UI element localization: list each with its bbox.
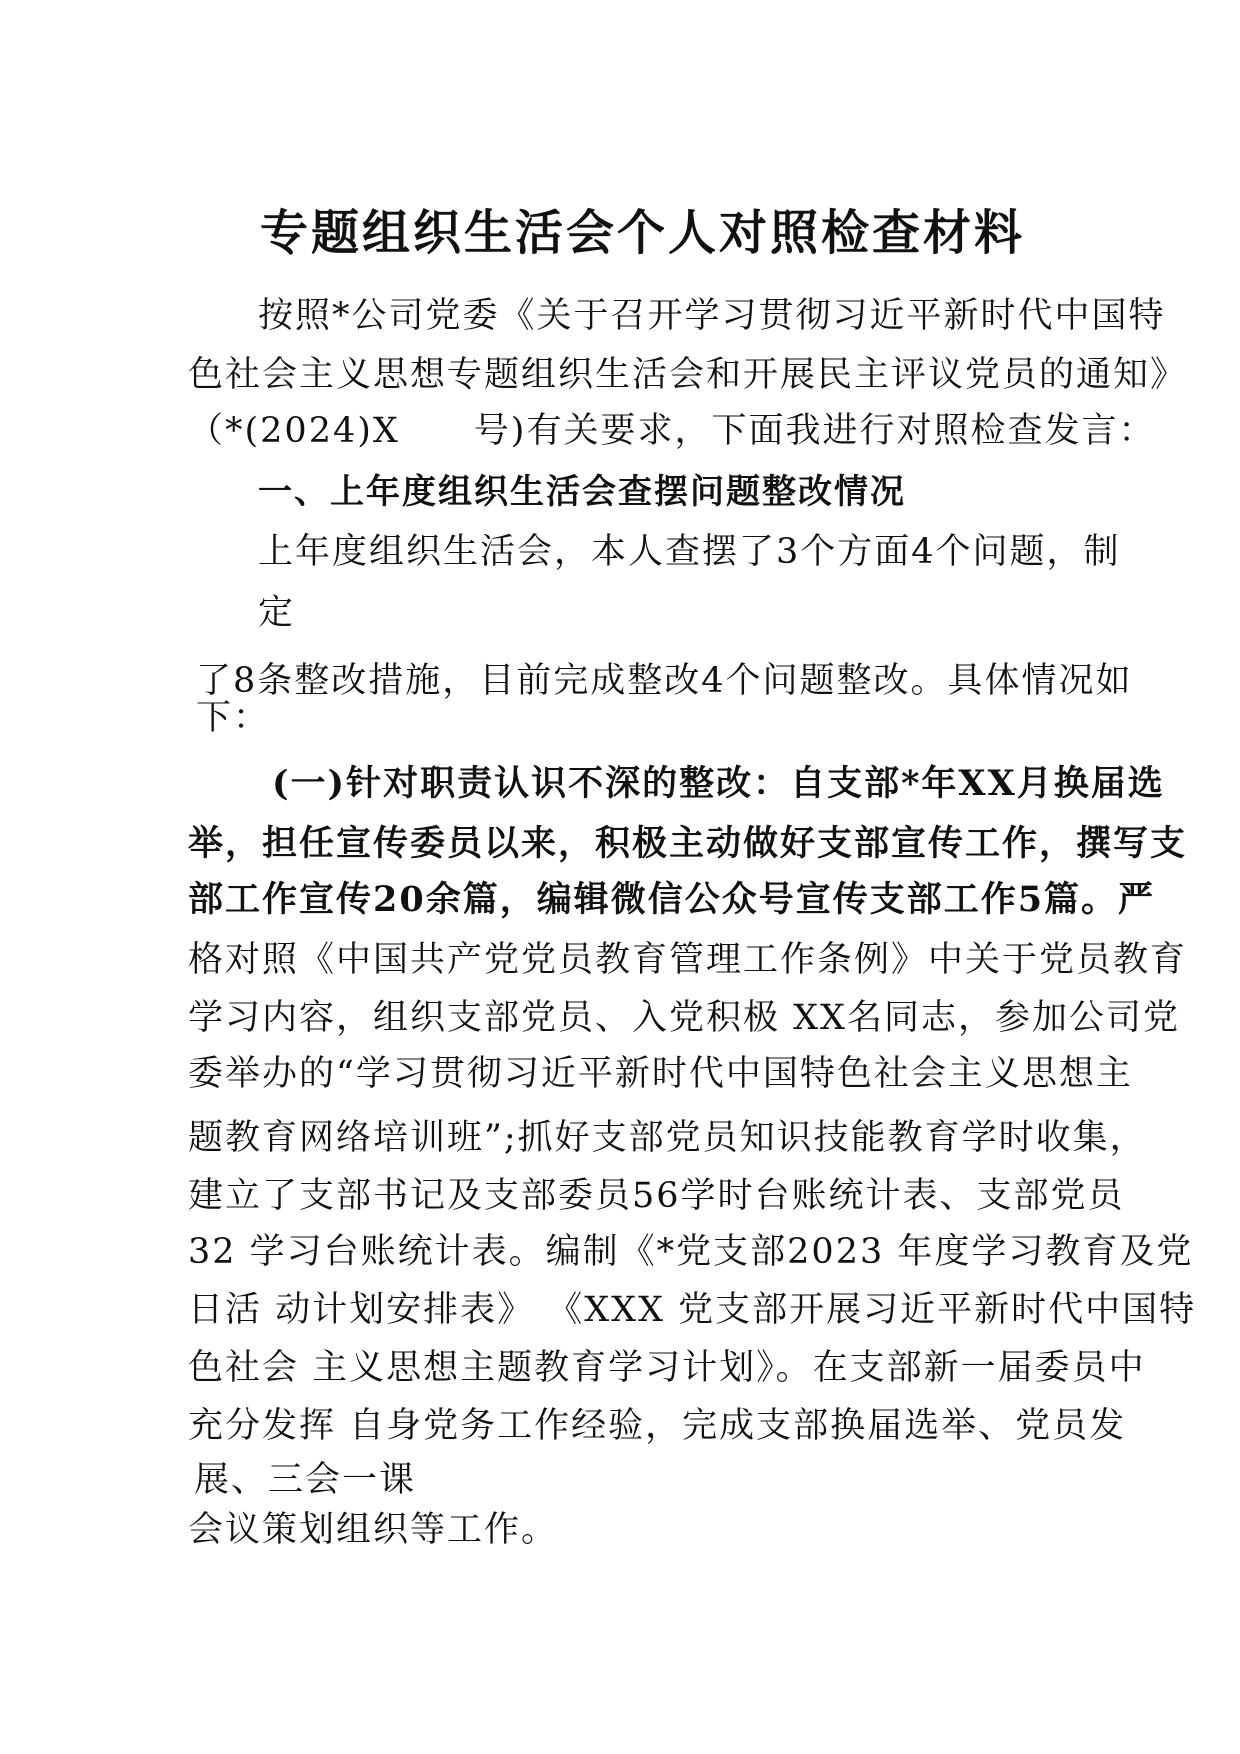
section-line: 上年度组织生活会，本人查摆了3个方面4个问题，制 (258, 532, 1121, 572)
intro-line: （*(2024)X 号)有关要求，下面我进行对照检查发言： (188, 411, 1156, 451)
section-line: 了8条整改措施，目前完成整改4个问题整改。具体情况如 (196, 661, 1133, 701)
item-body-line: 展、三会一课 (194, 1460, 417, 1500)
item-body-line: 委举办的“学习贯彻习近平新时代中国特色社会主义思想主 (188, 1054, 1133, 1094)
item-body-line: 充分发挥 自身党务工作经验，完成支部换届选举、党员发 (188, 1406, 1127, 1446)
item-body-line: 题教育网络培训班”;抓好支部党员知识技能教育学时收集， (188, 1118, 1147, 1158)
item-heading-line: (一)针对职责认识不深的整改：自支部*年XX月换届选 (272, 763, 1165, 804)
item-body-line: 建立了支部书记及支部委员56学时台账统计表、支部党员 (188, 1176, 1125, 1216)
intro-line: 色社会主义思想专题组织生活会和开展民主评议党员的通知》 (188, 355, 1188, 395)
section-heading: 一、上年度组织生活会查摆问题整改情况 (258, 472, 906, 512)
item-body-line: 格对照《中国共产党党员教育管理工作条例》中关于党员教育 (188, 940, 1188, 980)
section-line: 定 (258, 593, 296, 633)
intro-line: 按照*公司党委《关于召开学习贯彻习近平新时代中国特 (258, 296, 1166, 336)
item-heading-line: 举，担任宣传委员以来，积极主动做好支部宣传工作，撰写支 (188, 823, 1188, 864)
item-body-line: 学习内容，组织支部党员、入党积极 XX名同志，参加公司党 (188, 998, 1180, 1038)
item-body-line: 日活 动计划安排表》 《XXX 党支部开展习近平新时代中国特 (188, 1290, 1197, 1330)
item-body-line: 会议策划组织等工作。 (188, 1510, 559, 1550)
item-body-line: 色社会 主义思想主题教育学习计划》。在支部新一届委员中 (188, 1348, 1146, 1388)
section-line: 下： (196, 698, 271, 738)
item-body-line: 32 学习台账统计表。编制《*党支部2023 年度学习教育及党 (188, 1232, 1194, 1272)
item-heading-line: 部工作宣传20余篇，编辑微信公众号宣传支部工作5篇。严 (188, 879, 1156, 920)
document-title: 专题组织生活会个人对照检查材料 (260, 205, 1026, 261)
